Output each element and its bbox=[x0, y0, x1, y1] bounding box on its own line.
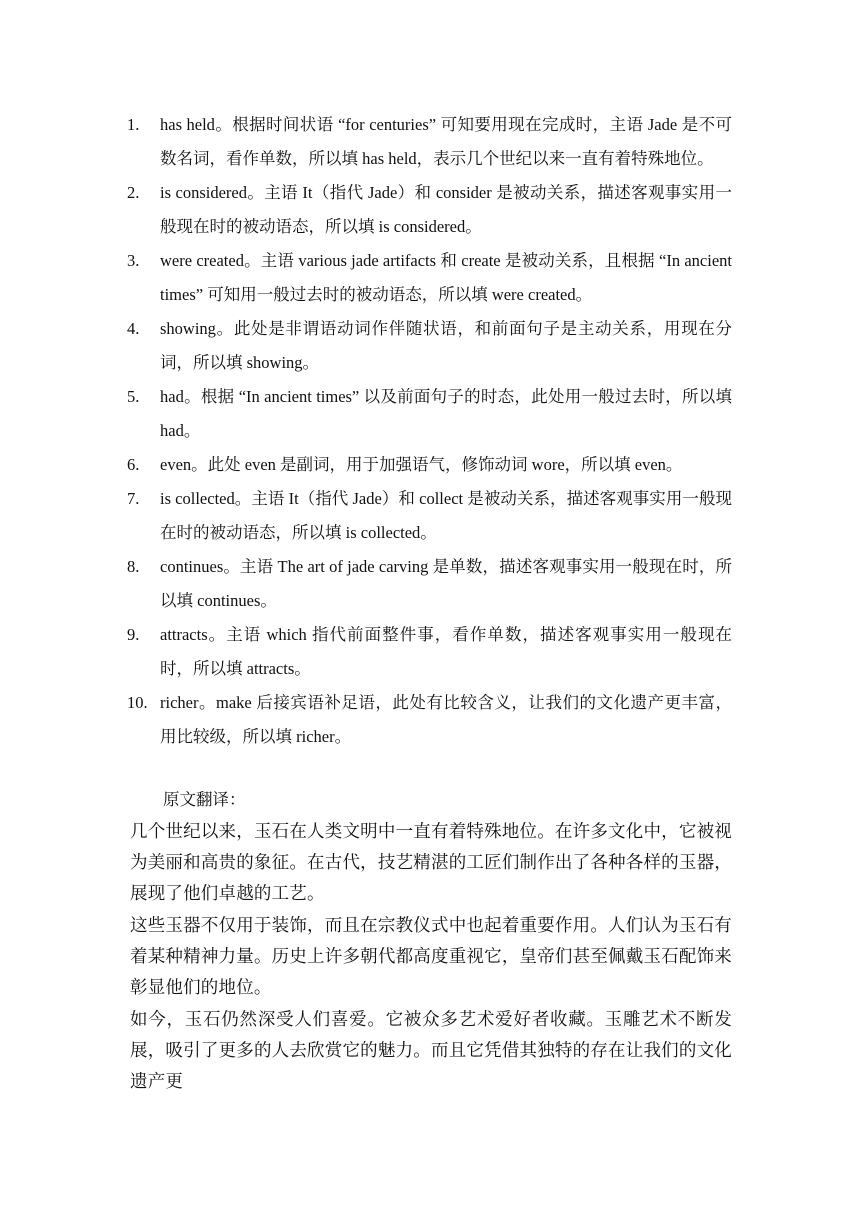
answer-number: 2. bbox=[127, 183, 140, 202]
translation-text bbox=[130, 816, 732, 1098]
answer-item-7 bbox=[127, 482, 732, 550]
answer-item-2 bbox=[127, 176, 732, 244]
translation-paragraph: 这些玉器不仅用于装饰，而且在宗教仪式中也起着重要作用。人们认为玉石有着某种精神力量。历史上许多朝代都高度重视它，皇帝们甚至佩戴玉石配饰来彰显他们的地位。 bbox=[130, 915, 732, 997]
answer-item-5 bbox=[127, 380, 732, 448]
answer-item-9 bbox=[127, 618, 732, 686]
answer-item-3 bbox=[127, 244, 732, 312]
answer-explanation: even。此处 even 是副词，用于加强语气，修饰动词 wore，所以填 even。 bbox=[160, 455, 683, 474]
answer-explanation: has held。根据时间状语 “for centuries” 可知要用现在完成时，主语 Jade 是不可数名词，看作单数，所以填 has held，表示几个世纪以来一直有着特殊地位。 bbox=[160, 115, 732, 168]
translation-heading: 原文翻译： bbox=[163, 790, 246, 809]
answer-number: 7. bbox=[127, 489, 140, 508]
answer-list bbox=[127, 108, 732, 754]
translation-paragraph: 几个世纪以来，玉石在人类文明中一直有着特殊地位。在许多文化中，它被视为美丽和高贵的象征。在古代，技艺精湛的工匠们制作出了各种各样的玉器，展现了他们卓越的工艺。 bbox=[130, 821, 732, 903]
answer-item-6 bbox=[127, 448, 732, 482]
answer-explanation: richer。make 后接宾语补足语，此处有比较含义，让我们的文化遗产更丰富，用比较级，所以填 richer。 bbox=[160, 693, 732, 746]
answer-item-10 bbox=[127, 686, 732, 754]
answer-number: 10. bbox=[127, 693, 148, 712]
answer-explanation: is considered。主语 It（指代 Jade）和 consider 是被动关系，描述客观事实用一般现在时的被动语态，所以填 is considered。 bbox=[160, 183, 732, 236]
answer-number: 8. bbox=[127, 557, 140, 576]
answer-number: 3. bbox=[127, 251, 140, 270]
answer-number: 5. bbox=[127, 387, 140, 406]
answer-number: 4. bbox=[127, 319, 140, 338]
answer-explanation: were created。主语 various jade artifacts 和 create 是被动关系，且根据 “In ancient times” 可知用一般过去时的被动语态，所以填 were created。 bbox=[160, 251, 732, 304]
answer-number: 9. bbox=[127, 625, 140, 644]
answer-explanation: continues。主语 The art of jade carving 是单数，描述客观事实用一般现在时，所以填 continues。 bbox=[160, 557, 732, 610]
translation-paragraph: 如今，玉石仍然深受人们喜爱。它被众多艺术爱好者收藏。玉雕艺术不断发展，吸引了更多的人去欣赏它的魅力。而且它凭借其独特的存在让我们的文化遗产更 bbox=[130, 1009, 732, 1091]
answer-number: 1. bbox=[127, 115, 140, 134]
answer-explanation: attracts。主语 which 指代前面整件事，看作单数，描述客观事实用一般现在时，所以填 attracts。 bbox=[160, 625, 732, 678]
answer-explanation: had。根据 “In ancient times” 以及前面句子的时态，此处用一般过去时，所以填 had。 bbox=[160, 387, 732, 440]
answer-explanation: is collected。主语 It（指代 Jade）和 collect 是被动关系，描述客观事实用一般现在时的被动语态，所以填 is collected。 bbox=[160, 489, 732, 542]
answer-explanation: showing。此处是非谓语动词作伴随状语，和前面句子是主动关系，用现在分词，所以填 showing。 bbox=[160, 319, 732, 372]
answer-item-8 bbox=[127, 550, 732, 618]
answer-item-1 bbox=[127, 108, 732, 176]
answer-item-4 bbox=[127, 312, 732, 380]
answer-number: 6. bbox=[127, 455, 140, 474]
